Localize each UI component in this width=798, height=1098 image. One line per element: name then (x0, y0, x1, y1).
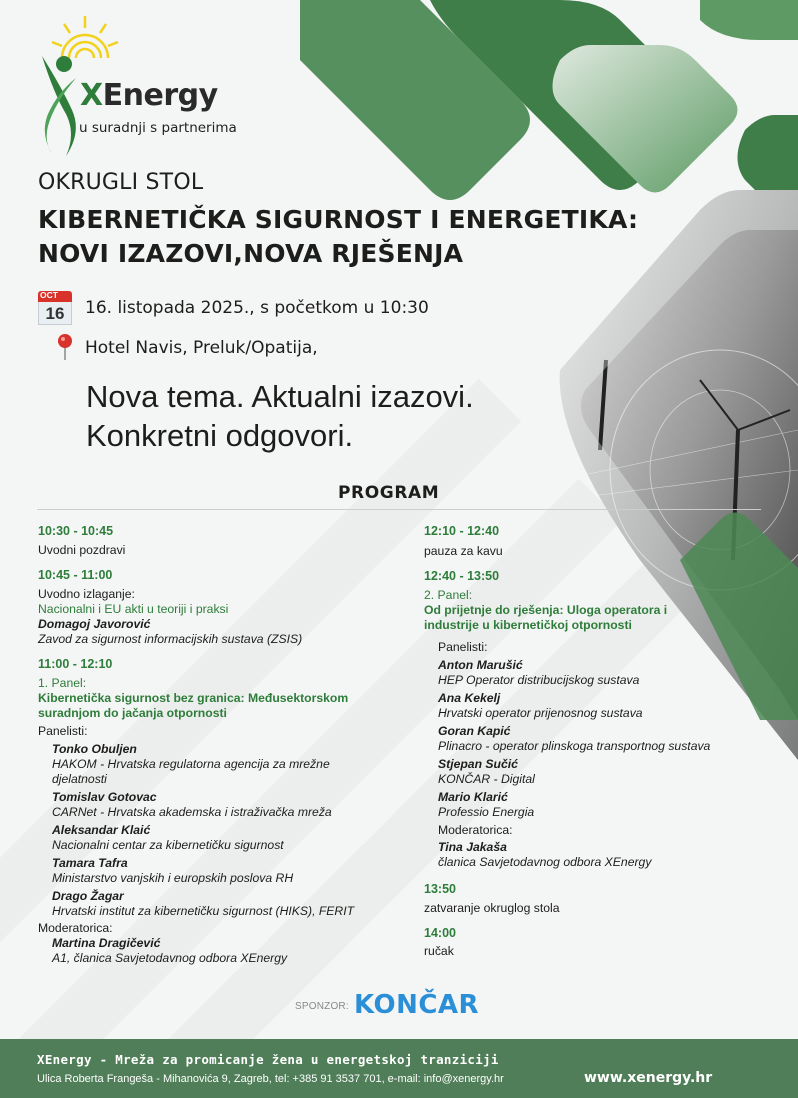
panelist-org: Ministarstvo vanjskih i europskih poslova RH (52, 871, 294, 885)
panelist-name: Drago Žagar (52, 889, 124, 903)
moderator-org: A1, članica Savjetodavnog odbora XEnergy (52, 951, 288, 965)
panelist-org: HAKOM - Hrvatska regulatorna agencija za mrežne (52, 757, 330, 771)
event-title-line2: NOVI IZAZOVI,NOVA RJEŠENJA (38, 239, 464, 268)
panel-topic-line1: Od prijetnje do rješenja: Uloga operatora i (424, 603, 668, 617)
session-time: 12:10 - 12:40 (424, 524, 500, 538)
panelist-org: djelatnosti (52, 772, 107, 786)
session-intro: Uvodno izlaganje: (38, 587, 135, 601)
panelist-org: HEP Operator distribucijskog sustava (438, 673, 640, 687)
panelists-label: Panelisti: (38, 724, 88, 738)
calendar-month: OCT (40, 290, 58, 300)
panelist-org: Plinacro - operator plinskoga transportnog sustava (438, 739, 711, 753)
panelist-name: Tamara Tafra (52, 856, 128, 870)
event-location: Hotel Navis, Preluk/Opatija, (85, 338, 318, 358)
slogan-line1: Nova tema. Aktualni izazovi. (86, 379, 474, 414)
event-title (38, 203, 638, 271)
panelist-name: Stjepan Sučić (438, 757, 518, 771)
panelist-name: Ana Kekelj (438, 691, 501, 705)
panel-topic-line1: Kibernetička sigurnost bez granica: Međusektorskom (38, 691, 349, 705)
panelist-org: CARNet - Hrvatska akademska i istraživačka mreža (52, 805, 332, 819)
panelist-name: Anton Marušić (438, 658, 523, 672)
panelist-org: Hrvatski operator prijenosnog sustava (438, 706, 643, 720)
panelist-org: Hrvatski institut za kibernetičku sigurnost (HIKS), FERIT (52, 904, 355, 918)
brand-rest: Energy (102, 78, 218, 113)
sponsor-logo: KONČAR (354, 990, 480, 1020)
panelists-label: Panelisti: (438, 640, 488, 654)
moderator-label: Moderatorica: (38, 921, 113, 935)
footer-website-link[interactable]: www.xenergy.hr (584, 1070, 713, 1086)
event-type: OKRUGLI STOL (38, 170, 204, 195)
footer-tagline: XEnergy - Mreža za promicanje žena u energetskoj tranziciji (37, 1052, 499, 1067)
moderator-name: Tina Jakaša (438, 840, 507, 854)
session-text: pauza za kavu (424, 544, 503, 558)
footer-address: Ulica Roberta Frangeša - Mihanovića 9, Zagreb, tel: +385 91 3537 701, e-mail: info@xenergy.hr (37, 1073, 504, 1085)
program-title: PROGRAM (338, 483, 440, 503)
panelist-org: Professio Energia (438, 805, 535, 819)
program-right-column (424, 524, 774, 959)
session-time: 10:45 - 11:00 (38, 568, 113, 582)
program-divider (37, 509, 761, 510)
panelist-name: Tomislav Gotovac (52, 790, 157, 804)
brand-x: X (80, 78, 103, 113)
panel-topic-line2: suradnjom do jačanja otpornosti (38, 706, 227, 720)
slogan-line2: Konkretni odgovori. (86, 418, 354, 453)
brand-subtitle: u suradnji s partnerima (79, 120, 237, 136)
panel-label: 2. Panel: (424, 588, 473, 602)
session-time: 12:40 - 13:50 (424, 569, 500, 583)
moderator-name: Martina Dragičević (52, 936, 161, 950)
panelist-name: Mario Klarić (438, 790, 508, 804)
session-time: 11:00 - 12:10 (38, 657, 113, 671)
panelist-org: KONČAR - Digital (438, 772, 535, 786)
session-time: 10:30 - 10:45 (38, 524, 114, 538)
session-text: ručak (424, 944, 454, 958)
speaker-org: Zavod za sigurnost informacijskih sustava (ZSIS) (38, 632, 303, 646)
speaker-name: Domagoj Javorović (38, 617, 151, 631)
event-date: 16. listopada 2025., s početkom u 10:30 (85, 298, 429, 318)
panel-label: 1. Panel: (38, 676, 87, 690)
calendar-icon (38, 291, 72, 325)
moderator-label: Moderatorica: (438, 823, 513, 837)
footer (0, 1039, 798, 1098)
brand-name (80, 78, 218, 113)
panel-topic-line2: industrije u kibernetičkoj otpornosti (424, 618, 632, 632)
program-left-column (38, 524, 408, 966)
session-topic: Nacionalni i EU akti u teoriji i praksi (38, 602, 229, 616)
panelist-name: Aleksandar Klaić (52, 823, 151, 837)
session-text: Uvodni pozdravi (38, 543, 126, 557)
session-time: 13:50 (424, 882, 456, 896)
session-text: zatvaranje okruglog stola (424, 901, 560, 915)
panelist-name: Goran Kapić (438, 724, 511, 738)
panelist-list (38, 742, 408, 919)
panelist-org: Nacionalni centar za kibernetičku sigurnost (52, 838, 284, 852)
calendar-day: 16 (45, 304, 65, 323)
location-pin-icon (57, 333, 73, 361)
slogan (86, 377, 474, 455)
session-time: 14:00 (424, 926, 456, 940)
moderator-org: članica Savjetodavnog odbora XEnergy (438, 855, 652, 869)
event-title-line1: KIBERNETIČKA SIGURNOST I ENERGETIKA: (38, 205, 639, 234)
sponsor-label: SPONZOR: (295, 1001, 349, 1012)
panelist-name: Tonko Obuljen (52, 742, 137, 756)
figure-logo-icon (36, 54, 84, 158)
